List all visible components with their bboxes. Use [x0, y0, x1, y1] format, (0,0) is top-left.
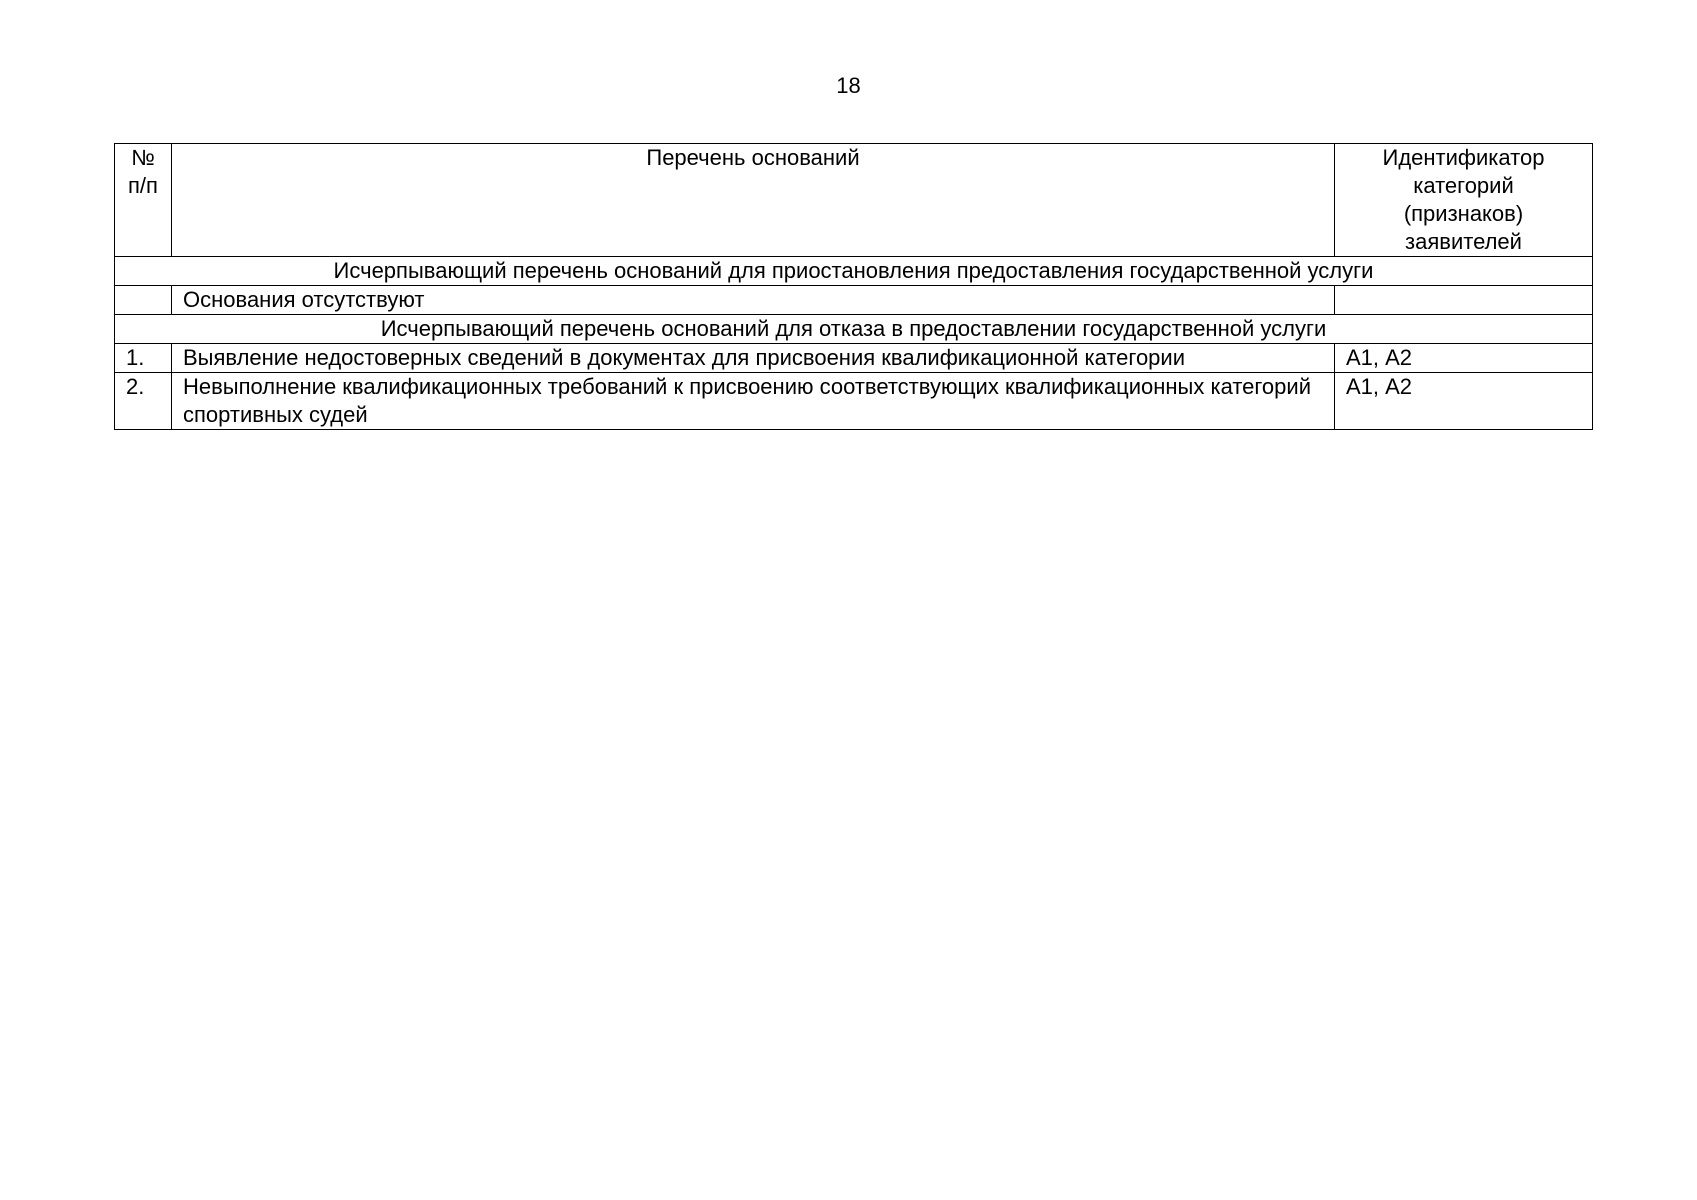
row-text: Основания отсутствуют: [172, 286, 1335, 315]
row-num: 2.: [115, 373, 172, 430]
header-identifier-line-4: заявителей: [1405, 229, 1522, 254]
page-number: 18: [836, 73, 861, 98]
table-header-row: [115, 144, 1593, 257]
row-text: Выявление недостоверных сведений в документах для присвоения квалификационной категории: [172, 344, 1335, 373]
grounds-table: [114, 143, 1593, 430]
table-row: [115, 286, 1593, 315]
section-refusal-title: Исчерпывающий перечень оснований для отказа в предоставлении государственной услуги: [115, 315, 1593, 344]
header-num: [115, 144, 172, 257]
row-num: [115, 286, 172, 315]
row-num: 1.: [115, 344, 172, 373]
header-identifier-line-2: категорий: [1413, 173, 1514, 198]
header-num-line-1: №: [131, 145, 155, 170]
header-identifier-line-1: Идентификатор: [1382, 145, 1545, 170]
header-identifier-line-3: (признаков): [1403, 201, 1524, 226]
header-text: Перечень оснований: [172, 144, 1335, 257]
table-row: [115, 344, 1593, 373]
section-title-row: [115, 315, 1593, 344]
row-identifier: А1, А2: [1335, 373, 1593, 430]
header-num-line-2: п/п: [128, 173, 158, 198]
row-identifier: А1, А2: [1335, 344, 1593, 373]
section-title-row: [115, 257, 1593, 286]
table-row: [115, 373, 1593, 430]
row-text: Невыполнение квалификационных требований к присвоению соответствующих квалификационных категорий спортивных судей: [172, 373, 1335, 430]
section-suspension-title: Исчерпывающий перечень оснований для приостановления предоставления государственной услуги: [115, 257, 1593, 286]
header-identifier: [1335, 144, 1593, 257]
row-identifier: [1335, 286, 1593, 315]
